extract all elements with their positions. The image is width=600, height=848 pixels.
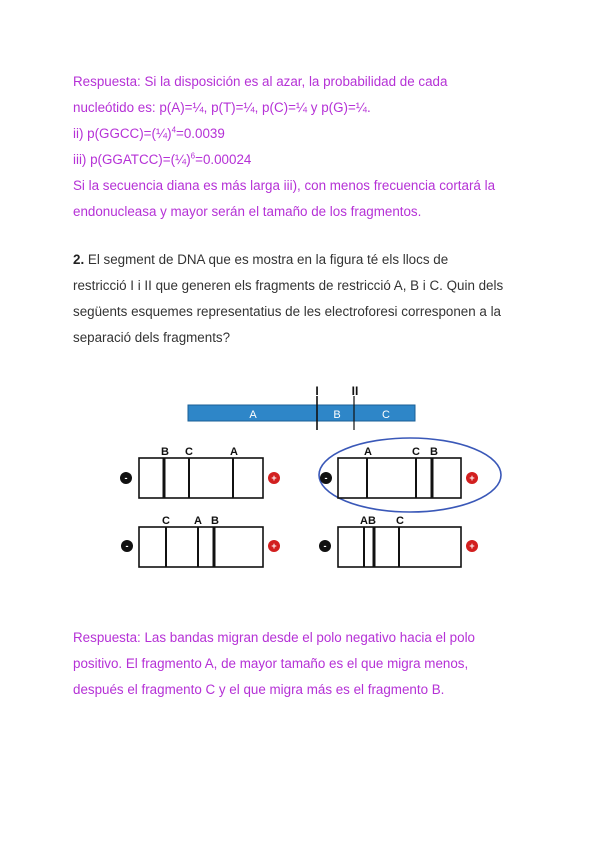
positive-symbol: + xyxy=(469,473,475,483)
negative-symbol: - xyxy=(124,473,128,483)
band-label: AB xyxy=(360,515,376,527)
negative-symbol: - xyxy=(125,541,129,551)
gel-box xyxy=(139,458,263,498)
negative-symbol: - xyxy=(324,473,328,483)
band-label: B xyxy=(211,515,219,527)
band-label: A xyxy=(194,515,202,527)
positive-symbol: + xyxy=(271,473,277,483)
negative-symbol: - xyxy=(323,541,327,551)
answer-2-line: positivo. El fragmento A, de mayor tamaño es el que migra menos, xyxy=(73,656,469,671)
gel-1 xyxy=(120,446,280,498)
segment-label: B xyxy=(333,409,341,421)
question-2-line: següents esquemes representatius de les electroforesi corresponen a la xyxy=(73,304,502,319)
band-label: A xyxy=(230,446,238,458)
segment-label: C xyxy=(382,409,390,421)
site-label: II xyxy=(351,384,359,398)
question-2-line: separació dels fragments? xyxy=(73,330,231,345)
band-label: B xyxy=(430,446,438,458)
ii-result: =0.0039 xyxy=(176,126,225,141)
ii-exponent: 4 xyxy=(171,125,177,135)
question-2-line: restricció I i II que generen els fragments de restricció A, B i C. Quin dels xyxy=(73,278,504,293)
gel-3 xyxy=(121,515,280,567)
gel-2 xyxy=(320,446,478,498)
segment-label: A xyxy=(249,409,257,421)
answer-2-line: después el fragmento C y el que migra más es el fragmento B. xyxy=(73,682,445,697)
answer-1-conclusion: endonucleasa y mayor serán el tamaño de los fragmentos. xyxy=(73,204,422,219)
answer-1-conclusion: Si la secuencia diana es más larga iii), con menos frecuencia cortará la xyxy=(73,178,496,193)
iii-result: =0.00024 xyxy=(195,152,252,167)
answer-1-line: nucleótido es: p(A)=¼, p(T)=¼, p(C)=¼ y p(G)=¼. xyxy=(73,100,371,115)
ii-formula: ii) p(GGCC)=(¼) xyxy=(73,126,172,141)
iii-exponent: 6 xyxy=(190,151,196,161)
band-label: A xyxy=(364,446,372,458)
positive-symbol: + xyxy=(469,541,475,551)
site-label: I xyxy=(315,384,319,398)
band-label: C xyxy=(396,515,404,527)
answer-2 xyxy=(73,625,475,703)
dna-segment xyxy=(188,405,415,421)
band-label: C xyxy=(412,446,420,458)
answer-1-line: Respuesta: Si la disposición es al azar, la probabilidad de cada xyxy=(73,74,448,89)
band-label: C xyxy=(162,515,170,527)
gel-4 xyxy=(319,515,478,567)
question-2-text: El segment de DNA que es mostra en la figura té els llocs de xyxy=(84,252,449,267)
gel-box xyxy=(139,527,263,567)
band-label: B xyxy=(161,446,169,458)
answer-2-line: Respuesta: Las bandas migran desde el polo negativo hacia el polo xyxy=(73,630,475,645)
iii-formula: iii) p(GGATCC)=(¼) xyxy=(73,152,191,167)
band-label: C xyxy=(185,446,193,458)
gel-box xyxy=(338,458,461,498)
positive-symbol: + xyxy=(271,541,277,551)
question-number: 2. xyxy=(73,252,85,267)
